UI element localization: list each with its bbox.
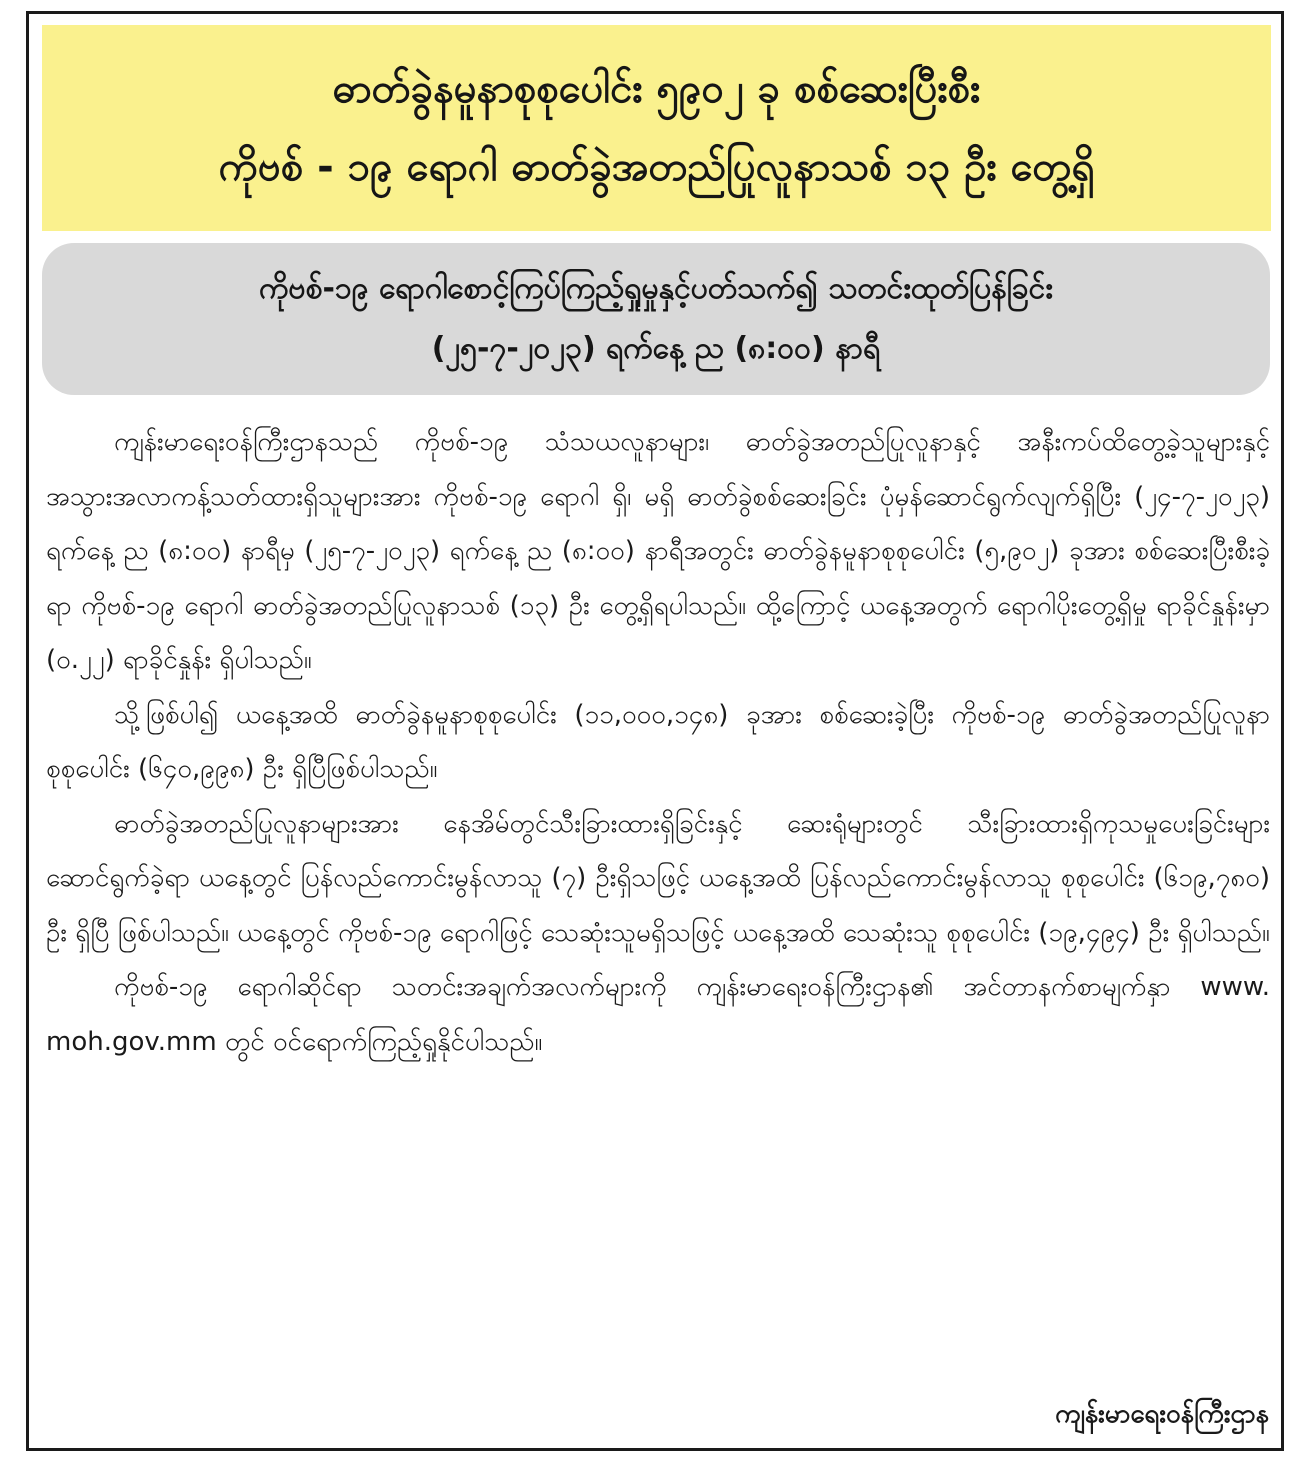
headline-banner (42, 25, 1271, 231)
ministry-signature: ကျန်းမာရေးဝန်ကြီးဌာန (1055, 1399, 1269, 1429)
paragraph-test-results: ကျန်းမာရေးဝန်ကြီးဌာနသည် ကိုဗစ်-၁၉ သံသယလူနာများ၊ ဓာတ်ခွဲအတည်ပြုလူနာနှင့် အနီးကပ်ထိတွေ့ခဲ့သူများနှင့် အသွားအလာကန့်သတ်ထားရှိသူများအား ကိုဗစ်-၁၉ ရောဂါ ရှိ၊ မရှိ ဓာတ်ခွဲစစ်ဆေးခြင်း ပုံမှန်ဆောင်ရွက်လျက်ရှိပြီး (၂၄-၇-၂၀၂၃) ရက်နေ့ ည (၈:၀၀) နာရီမှ (၂၅-၇-၂၀၂၃) ရက်နေ့ ည (၈:၀၀) နာရီအတွင်း ဓာတ်ခွဲနမူနာစုစုပေါင်း (၅,၉၀၂) ခုအား စစ်ဆေးပြီးစီးခဲ့ရာ ကိုဗစ်-၁၉ ရောဂါ ဓာတ်ခွဲအတည်ပြုလူနာသစ် (၁၃) ဦး တွေ့ရှိရပါသည်။ ထို့ကြောင့် ယနေ့အတွက် ရောဂါပိုးတွေ့ရှိမှု ရာခိုင်နှုန်းမှာ (၀.၂၂) ရာခိုင်နှုန်း ရှိပါသည်။ (46, 427, 1270, 675)
subheader-banner (42, 243, 1270, 395)
paragraph-recoveries-deaths: ဓာတ်ခွဲအတည်ပြုလူနာများအား နေအိမ်တွင်သီးခြားထားရှိခြင်းနှင့် ဆေးရုံများတွင် သီးခြားထားရှိကုသမှုပေးခြင်းများ ဆောင်ရွက်ခဲ့ရာ ယနေ့တွင် ပြန်လည်ကောင်းမွန်လာသူ (၇) ဦးရှိသဖြင့် ယနေ့အထိ ပြန်လည်ကောင်းမွန်လာသူ စုစုပေါင်း (၆၁၉,၇၈၀) ဦး ရှိပြီ ဖြစ်ပါသည်။ ယနေ့တွင် ကိုဗစ်-၁၉ ရောဂါဖြင့် သေဆုံးသူမရှိသဖြင့် ယနေ့အထိ သေဆုံးသူ စုစုပေါင်း (၁၉,၄၉၄) ဦး ရှိပါသည်။ (46, 808, 1270, 948)
paragraph-website-info: ကိုဗစ်-၁၉ ရောဂါဆိုင်ရာ သတင်းအချက်အလက်များကို ကျန်းမာရေးဝန်ကြီးဌာန၏ အင်တာနက်စာမျက်နှာ www. moh.gov.mm တွင် ဝင်ရောက်ကြည့်ရှုနိုင်ပါသည်။ (46, 972, 1270, 1057)
paragraph-cumulative-cases: သို့ဖြစ်ပါ၍ ယနေ့အထိ ဓာတ်ခွဲနမူနာစုစုပေါင်း (၁၁,၀၀၀,၁၄၈) ခုအား စစ်ဆေးခဲ့ပြီး ကိုဗစ်-၁၉ ဓာတ်ခွဲအတည်ပြုလူနာ စုစုပေါင်း (၆၄၀,၉၉၈) ဦး ရှိပြီဖြစ်ပါသည်။ (46, 699, 1270, 784)
subheader-line-1: ကိုဗစ်-၁၉ ရောဂါစောင့်ကြပ်ကြည့်ရှုမှုနှင့်ပတ်သက်၍ သတင်းထုတ်ပြန်ခြင်း (259, 271, 1053, 306)
subheader-date: (၂၅-၇-၂၀၂၃) ရက်နေ့ ည (၈:၀၀) နာရီ (431, 331, 881, 366)
headline-line-1: ဓာတ်ခွဲနမူနာစုစုပေါင်း ၅၉၀၂ ခု စစ်ဆေးပြီးစီး (332, 66, 981, 112)
article-body (46, 415, 1270, 1069)
headline-line-2: ကိုဗစ် - ၁၉ ရောဂါ ဓာတ်ခွဲအတည်ပြုလူနာသစ် ၁၃ ဦး တွေ့ရှိ (218, 144, 1095, 190)
